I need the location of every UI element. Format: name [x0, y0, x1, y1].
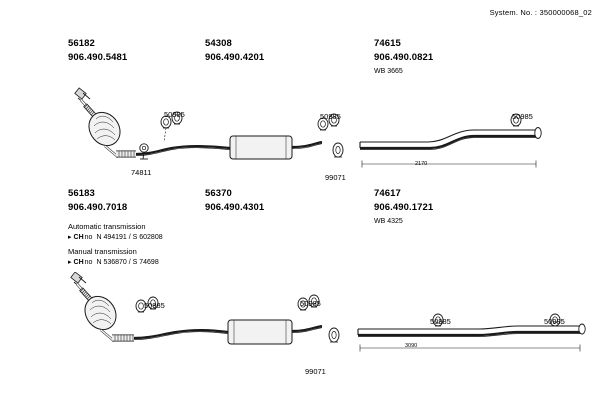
system-number-header [490, 8, 592, 17]
top-dimension-line [362, 161, 536, 168]
bottom-part-number-3: 906.490.1721 [374, 202, 434, 213]
bottom-flex-bellows [81, 289, 91, 300]
top-part-id-3: 74615 [374, 38, 401, 49]
bottom-label-group-3 [374, 188, 433, 225]
bottom-part-number-1: 906.490.7018 [68, 202, 128, 213]
manual-ch-prefix: CH [73, 258, 84, 266]
automatic-transmission-title: Automatic transmission [68, 222, 146, 231]
bottom-part-wb-3: WB 4325 [374, 218, 403, 225]
manual-transmission-title: Manual transmission [68, 247, 137, 256]
top-dimension-value: 2170 [415, 161, 428, 167]
bottom-clamp-label-3: 50985 [430, 317, 451, 326]
bottom-corrugated-sleeve [112, 335, 134, 341]
system-number-value: 350000068_02 [539, 8, 592, 17]
manual-transmission-line [68, 258, 163, 266]
bottom-clamp-label-2: 50985 [300, 299, 321, 308]
top-part-number-2: 906.490.4201 [205, 52, 265, 63]
top-part-id-1: 56182 [68, 38, 95, 49]
top-part-number-3: 906.490.0821 [374, 52, 434, 63]
top-label-group-2 [205, 38, 264, 63]
manual-ch-value: N 536870 / S 74698 [96, 258, 159, 266]
top-bracket-label-74811: 74811 [131, 168, 152, 177]
bottom-part-id-2: 56370 [205, 188, 232, 199]
bottom-bracket-label-99071: 99071 [305, 367, 326, 376]
top-catalytic-converter [89, 112, 120, 145]
top-label-group-1 [68, 38, 127, 63]
bottom-sleeve-99071 [329, 328, 339, 342]
top-clamp-label-2: 50985 [320, 112, 341, 121]
arrow-right-icon-2: ▸ [68, 259, 72, 266]
automatic-transmission-line [68, 233, 163, 241]
automatic-ch-value: N 494191 / S 602808 [96, 233, 163, 241]
transmission-notes [68, 222, 163, 266]
bottom-label-group-1 [68, 188, 127, 213]
bottom-clamp-label-1: 50985 [144, 301, 165, 310]
arrow-right-icon: ▸ [68, 234, 72, 241]
bottom-part-number-2: 906.490.4301 [205, 202, 265, 213]
top-tailpipe-tip [535, 128, 541, 139]
bottom-assembly-drawing [58, 272, 593, 380]
bottom-clamp-label-4: 50985 [544, 317, 565, 326]
top-flex-bellows [85, 105, 95, 116]
top-middle-muffler [230, 136, 292, 159]
top-label-group-3 [374, 38, 433, 75]
bottom-tailpipe-tip [579, 324, 585, 334]
bottom-dimension-value: 3090 [405, 343, 418, 349]
automatic-ch-no: no [84, 233, 93, 241]
bottom-part-id-1: 56183 [68, 188, 95, 199]
bottom-dimension-line [360, 345, 580, 352]
top-assembly-drawing [60, 86, 590, 176]
bottom-part-id-3: 74617 [374, 188, 401, 199]
top-corrugated-sleeve [116, 151, 136, 157]
top-sleeve-99071 [333, 143, 343, 157]
automatic-ch-prefix: CH [73, 233, 84, 241]
top-bracket-label-99071: 99071 [325, 173, 346, 182]
top-clamp-label-3: 50985 [512, 112, 533, 121]
bottom-middle-muffler [228, 320, 292, 344]
top-hanger-74811 [140, 144, 148, 159]
top-clamp-label-1: 50985 [164, 110, 185, 119]
top-part-id-2: 54308 [205, 38, 232, 49]
bottom-catalytic-converter [85, 296, 116, 329]
manual-ch-no: no [84, 258, 93, 266]
bottom-label-group-2 [205, 188, 264, 213]
system-number-label: System. No. : [489, 8, 538, 17]
top-part-number-1: 906.490.5481 [68, 52, 128, 63]
top-part-wb-3: WB 3665 [374, 68, 403, 75]
